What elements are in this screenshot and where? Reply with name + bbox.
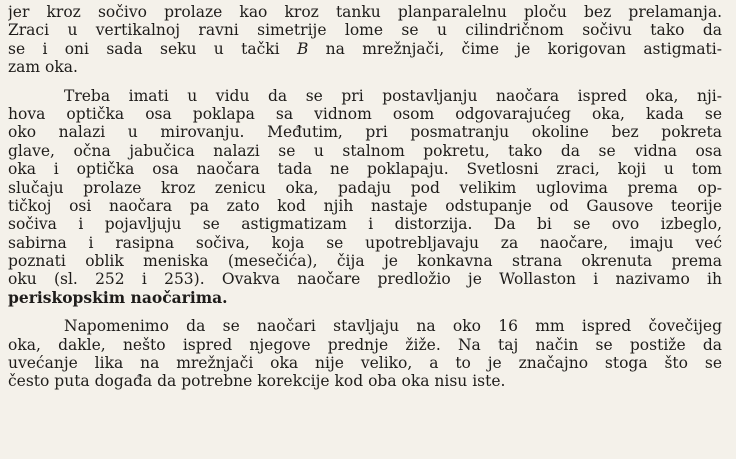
- text-line: se i oni sada seku u tački B na mrežnjači, čime je korigovan astigmati-: [8, 39, 722, 58]
- text-line: poznati oblik meniska (mesečića), čija je konkavna strana okrenuta prema: [8, 252, 722, 271]
- text-line: Treba imati u vidu da se pri postavljanju naočara ispred oka, nji-: [64, 86, 722, 105]
- text-line: Zraci u vertikalnoj ravni simetrije lome se u cilindričnom sočivu tako da: [8, 21, 722, 40]
- text-line: oka, dakle, nešto ispred njegove prednje žiže. Na taj način se postiže da: [8, 335, 722, 354]
- text-line: sočiva i pojavljuju se astigmatizam i distorzija. Da bi se ovo izbeglo,: [8, 215, 722, 234]
- paragraph-1: [8, 3, 722, 77]
- text-line: oku (sl. 252 i 253). Ovakva naočare predložio je Wollaston i nazivamo ih: [8, 270, 722, 289]
- text-line: često puta događa da potrebne korekcije kod oba oka nisu iste.: [8, 372, 506, 391]
- text-line: glave, očna jabučica nalazi se u stalnom pokretu, tako da se vidna osa: [8, 141, 722, 160]
- text-line: Napomenimo da se naočari stavljaju na oko 16 mm ispred čovečijeg: [64, 317, 722, 336]
- text-line: tičkoj osi naočara pa zato kod njih nastaje odstupanje od Gausove teorije: [8, 196, 722, 215]
- text-line: zam oka.: [8, 58, 78, 77]
- text-line: slučaju prolaze kroz zenicu oka, padaju pod velikim uglovima prema op-: [8, 178, 722, 197]
- text-line: hova optička osa poklapa sa vidnom osom odgovarajućeg oka, kada se: [8, 104, 722, 123]
- text-line: oka i optička osa naočara tada ne poklapaju. Svetlosni zraci, koji u tom: [8, 160, 722, 179]
- text-line: oko nalazi u mirovanju. Međutim, pri posmatranju okoline bez pokreta: [8, 123, 722, 142]
- paragraph-3: [8, 317, 722, 391]
- text-line: sabirna i rasipna sočiva, koja se upotrebljavaju za naočare, imaju već: [8, 233, 722, 252]
- text-line: jer kroz sočivo prolaze kao kroz tanku planparalelnu ploču bez prelamanja.: [8, 3, 722, 21]
- text-line-emphasis: periskopskim naočarima.: [8, 288, 228, 307]
- text-line: uvećanje lika na mrežnjači oka nije veliko, a to je značajno stoga što se: [8, 354, 722, 373]
- paragraph-2: [8, 87, 722, 308]
